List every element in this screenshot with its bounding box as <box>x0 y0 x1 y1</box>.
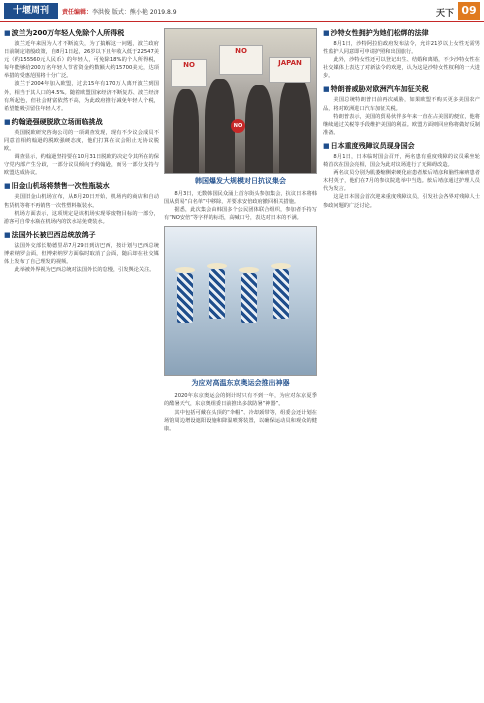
article-paragraph: 波兰于2004年加入欧盟，过去15年有170万人离开波兰到国外，相当于其人口的4.5%。随着欧盟国家经济不断复苏、波兰经济有所起色，但社会财富依然不高，为此政府推行减免年轻人个税，希望能吸引留住年轻人才。 <box>4 81 159 112</box>
section-name: 天下 <box>435 9 454 19</box>
article-paragraph: 机场方面表示，这项规定是该机场实现零废物目标的一部分，游客可自带水瓶在机场内的饮水站免费装水。 <box>4 210 159 225</box>
sign-text: JAPAN <box>278 59 302 67</box>
article-paragraph: 8月1日，日本临时国会召开，两名患有重度残障的议员乘坐轮椅首次在国会亮相，国会为此对议场进行了无障碍改造。 <box>323 153 480 169</box>
protest-photo <box>164 28 317 174</box>
article-paragraph: 调查显示，约翰逊坚持要在10月31日脱欧的决定令其所在的保守党内部产生分歧，一部分议员倾向于约翰逊，而另一部分支持与欧盟达成协议。 <box>4 154 159 177</box>
header-meta <box>62 7 177 16</box>
crowd-figure <box>279 77 311 174</box>
sign-text: NO <box>235 47 247 55</box>
editor-label: 责任编辑： <box>62 9 93 16</box>
column-left <box>4 28 159 700</box>
article-title: ■ 旧金山机场将禁售一次性瓶装水 <box>4 181 159 191</box>
protest-sign <box>171 59 207 87</box>
article-paragraph: 美国总统特朗普日前再次威胁，如果欧盟不购买更多美国农产品，将对欧洲进口汽车加征关税。 <box>323 97 480 112</box>
article <box>323 84 480 136</box>
umbrella-hat-photo <box>164 226 317 376</box>
article-paragraph: 其中包括可戴在头顶的“伞帽”、冷却颈带等，组委会还计划在场馆周边增设遮阳设施和降温喷雾装置，以确保运动员和观众的健康。 <box>164 409 317 432</box>
photo-caption: 为应对高温东京奥运会推出神器 <box>191 379 290 388</box>
article-paragraph: 8月1日，沙特阿拉伯政府发布法令，允许21岁以上女性无需男性监护人同意即可申请护照和出国旅行。 <box>323 41 480 56</box>
article-paragraph: 此外，沙特女性还可以登记出生、结婚和离婚，不少沙特女性在社交媒体上表达了对新法令的欢迎，认为这是沙特女性权利的一大进步。 <box>323 57 480 80</box>
article-title: ■ 法国外长被巴西总统放鸽子 <box>4 230 159 240</box>
sign-text: NO <box>183 61 195 69</box>
page-number: 09 <box>458 2 480 20</box>
photo-caption: 韩国爆发大规模对日抗议集会 <box>195 177 286 185</box>
article-title: ■ 约翰逊强硬脱欧立场面临挑战 <box>4 117 159 127</box>
article <box>323 141 480 210</box>
article <box>4 28 159 113</box>
article-paragraph: 2020年东京奥运会的倒计时只有不到一年，为应对东京夏季的酷暑天气，东京奥组委日前推出多款防暑“神器”。 <box>164 393 317 408</box>
article-paragraph: 特朗普表示，美国的贸易伙伴多年来一直在占美国的便宜，他将继续通过关税等手段维护美国的利益。欧盟方面则回应称将做好反制准备。 <box>323 113 480 136</box>
crowd-figure <box>245 85 273 174</box>
column-right <box>323 28 480 700</box>
article <box>323 28 480 80</box>
article <box>4 230 159 274</box>
article <box>4 117 159 178</box>
article-paragraph: 8月3日，无数韩国民众涌上首尔街头参加集会，抗议日本将韩国从贸易“白名单”中移除，并要求安倍政府撤回相关措施。 <box>164 191 317 206</box>
performer-figure <box>177 273 193 323</box>
no-symbol-icon: NO <box>231 119 245 133</box>
masthead-logo: 十堰周刊 <box>4 3 58 19</box>
article-paragraph: 两名议员分别为肌萎缩侧索硬化症患者舩后靖彦和脑性麻痹患者木村英子，他们在7月的参议院选举中当选。舩后靖彦通过护理人员代为发言。 <box>323 170 480 193</box>
article-paragraph: 据悉，此次集会由韩国多个公民团体联合组织，参加者手持写有“NO安倍”等字样的标语，高喊口号，表达对日本的不满。 <box>164 207 317 222</box>
article <box>4 181 159 225</box>
performer-figure <box>209 269 225 319</box>
performer-figure <box>273 269 289 319</box>
article-title: ■ 沙特女性拥护为她们松绑的法律 <box>323 28 480 38</box>
page-header <box>0 0 484 22</box>
article-paragraph: 法国外交部长勒德里昂7月29日到访巴西，按计划与巴西总统博索纳罗会面，但博索纳罗方面临时取消了会面，随后却在社交媒体上发布了自己理发的视频。 <box>4 242 159 265</box>
crowd-figure <box>173 89 199 174</box>
article-paragraph: 美国旧金山机场宣布，从8月20日开始，机场内的商店和自动售货机等将不再销售一次性塑料瓶装水。 <box>4 194 159 209</box>
protest-sign <box>219 45 263 75</box>
column-center <box>164 28 317 700</box>
article-title: ■ 波兰为200万年轻人免除个人所得税 <box>4 28 159 38</box>
article-title: ■ 日本重度残障议员现身国会 <box>323 141 480 151</box>
performer-figure <box>241 273 257 323</box>
article-paragraph: 英国脱欧研究咨询公司的一项调查发现，现有不少议会成员不同意首相约翰逊的脱欧强硬态度，他们打算在议会阻止无协议脱欧。 <box>4 129 159 153</box>
protest-sign <box>269 57 311 83</box>
article-paragraph: 这是日本国会首次迎来重度残障议员，引发社会各界对残障人士参政问题的广泛讨论。 <box>323 194 480 209</box>
article-paragraph: 波兰近年来因为人才不断流失，为了搞解这一问题，波兰政府日前制定诸般政策，自8月1日起，26岁以下且年收入低于22547美元（约155560元人民币）的年轻人，可免除18%的个人所得税，每年能够给200万名年轻人节省资金约数额大约15700美元，达项举措的受惠范围将十分广泛。 <box>4 41 159 80</box>
meta-text: 李洪俊 版式：熊小艳 2019.8.9 <box>92 9 177 16</box>
article-paragraph: 此举被外界视为巴西总统对法国外长的怠慢，引发舆论关注。 <box>14 267 155 274</box>
article-title: ■ 特朗普威胁对欧洲汽车加征关税 <box>323 84 480 94</box>
